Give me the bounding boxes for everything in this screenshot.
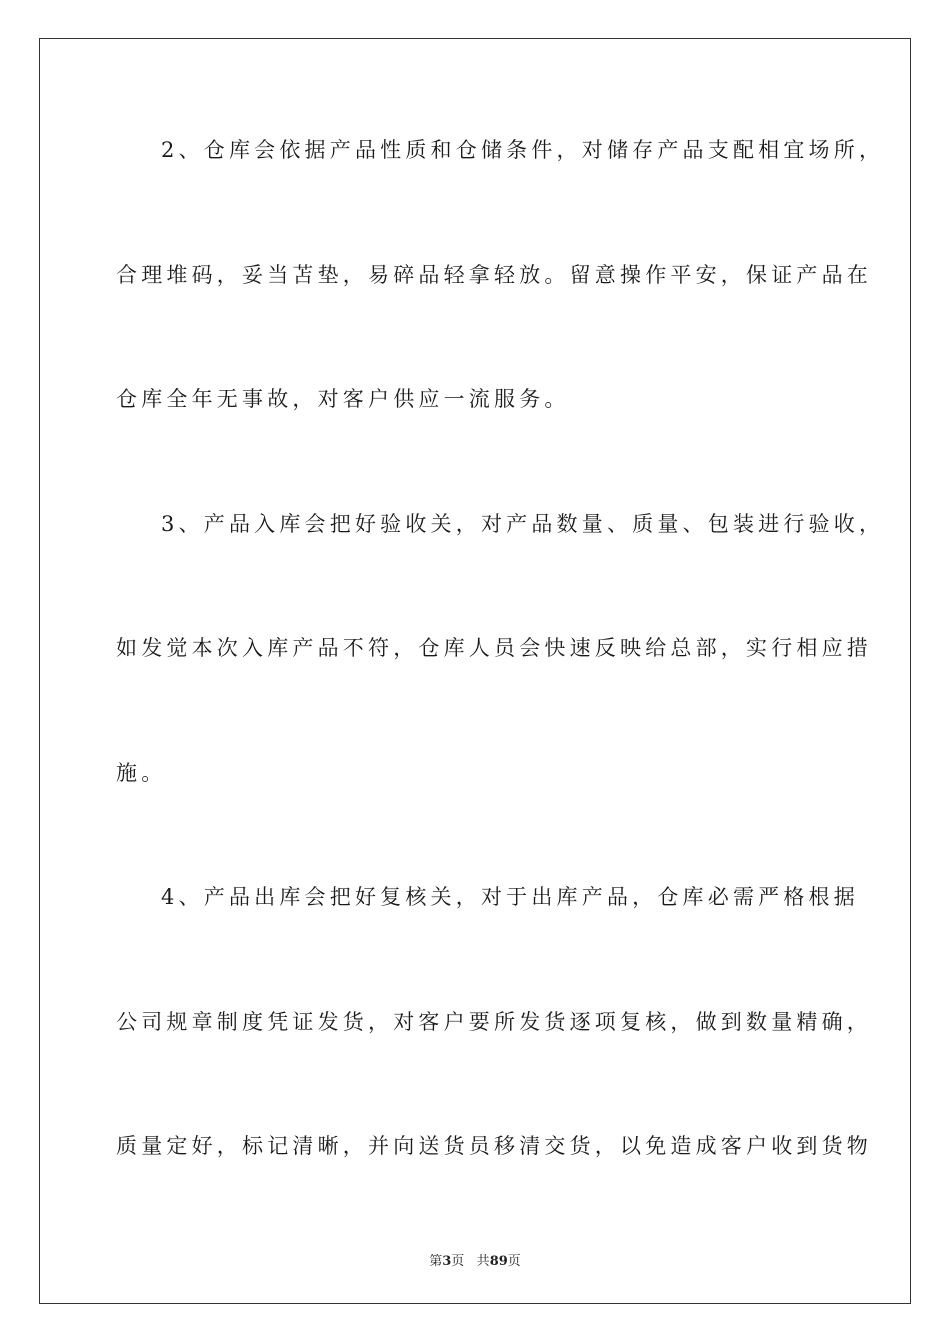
text-line-5: 如发觉本次入库产品不符，仓库人员会快速反映给总部，实行相应措	[116, 636, 872, 660]
text-line-2: 合理堆码，妥当苫垫，易碎品轻拿轻放。留意操作平安，保证产品在	[116, 263, 872, 287]
total-prefix: 共	[476, 1254, 490, 1269]
text-line-8: 公司规章制度凭证发货，对客户要所发货逐项复核，做到数量精确，	[116, 1010, 872, 1034]
text-line-9: 质量定好，标记清晰，并向送货员移清交货，以免造成客户收到货物	[116, 1134, 872, 1158]
text-line-6: 施。	[116, 761, 167, 785]
total-pages: 89	[489, 1254, 508, 1269]
text-line-7: 4、产品出库会把好复核关，对于出库产品，仓库必需严格根据	[161, 885, 859, 909]
page-frame	[39, 38, 911, 1304]
text-line-1: 2、仓库会依据产品性质和仓储条件，对储存产品支配相宜场所，	[161, 138, 885, 162]
text-line-4: 3、产品入库会把好验收关，对产品数量、质量、包装进行验收，	[161, 512, 885, 536]
page-number: 3	[442, 1254, 452, 1269]
text-line-3: 仓库全年无事故，对客户供应一流服务。	[116, 387, 570, 411]
page-footer	[0, 1250, 950, 1269]
page-prefix: 第	[429, 1254, 443, 1269]
page-suffix: 页	[451, 1254, 465, 1269]
total-suffix: 页	[507, 1254, 521, 1269]
